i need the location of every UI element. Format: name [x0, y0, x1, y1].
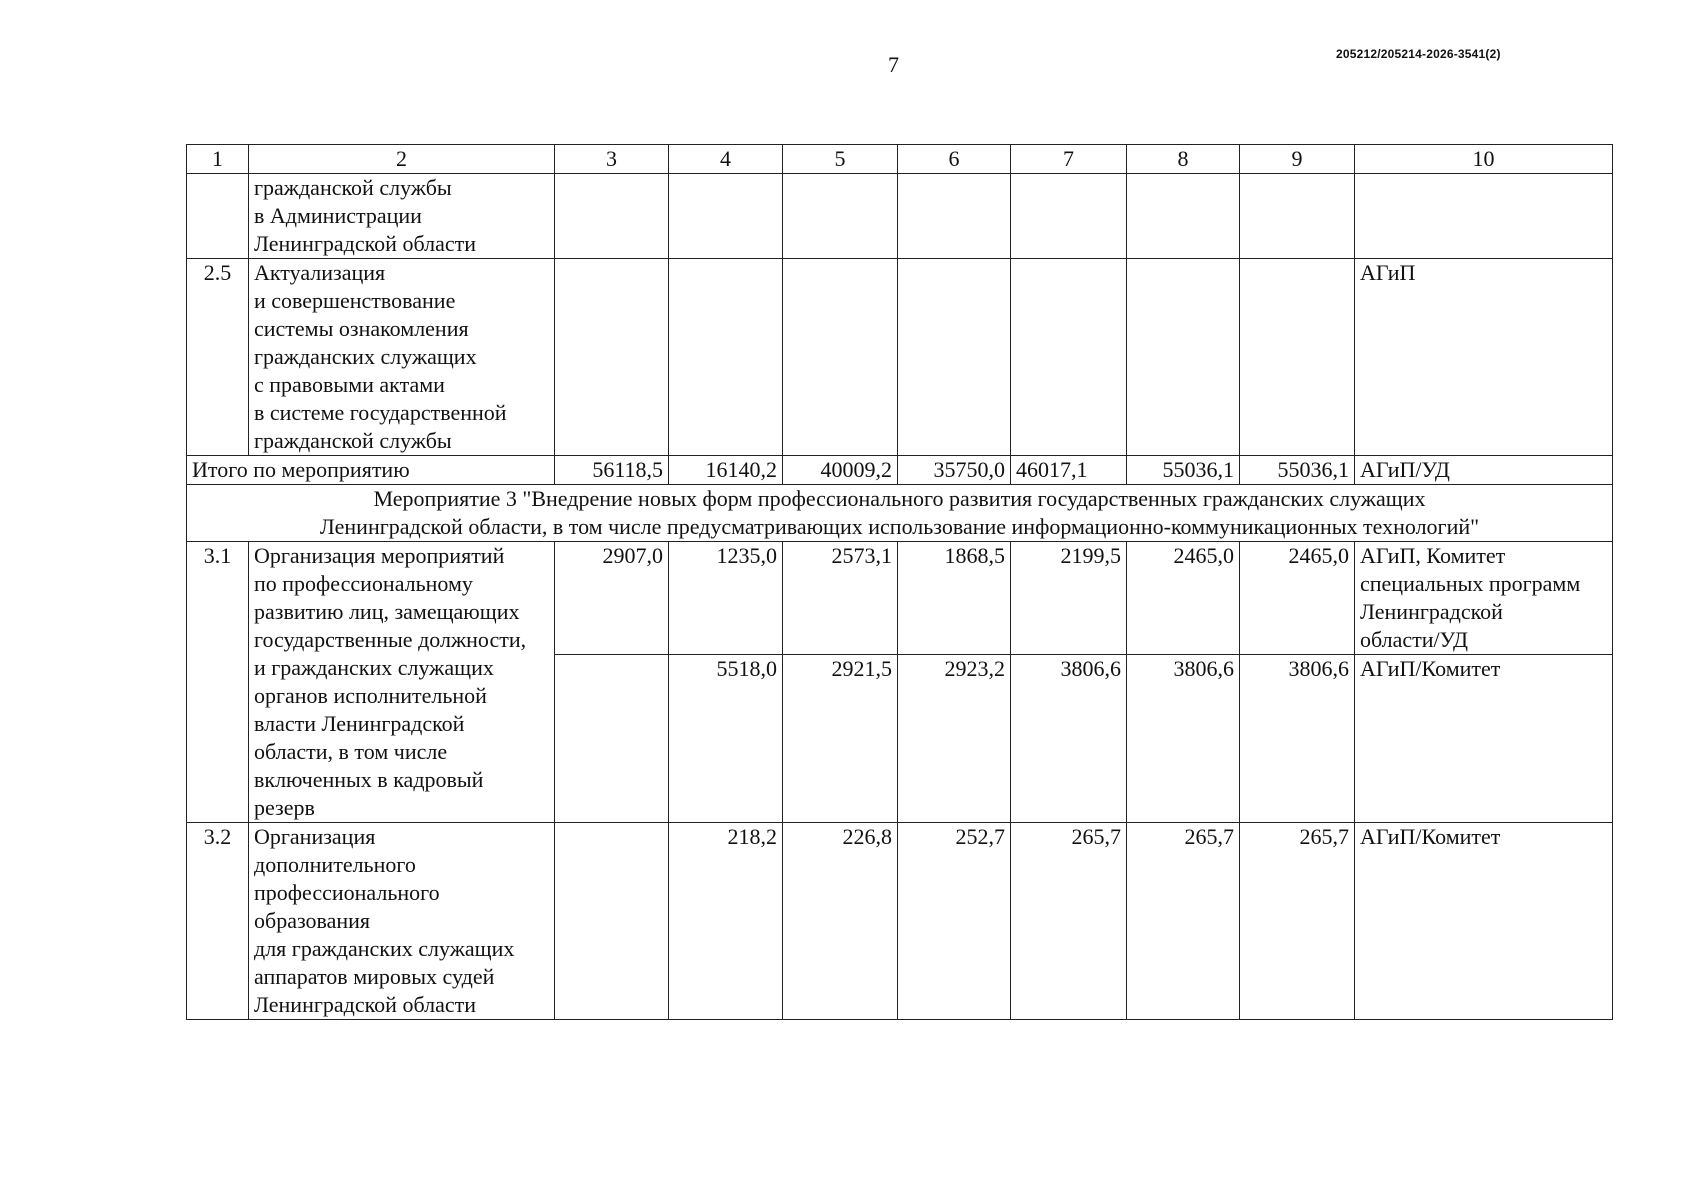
column-number-header-row [187, 145, 1613, 174]
value-cell [669, 174, 783, 259]
col-header: 6 [898, 145, 1011, 174]
activity-name-cell: Актуализация и совершенствование системы ознакомления гражданских служащих с правовыми актами в системе государственной гражданской службы [249, 259, 555, 456]
value-cell: 56118,5 [555, 456, 669, 485]
value-cell: 40009,2 [783, 456, 898, 485]
value-cell [898, 174, 1011, 259]
value-cell: 2465,0 [1240, 542, 1355, 655]
value-cell [555, 259, 669, 456]
table-row [187, 174, 1613, 259]
col-header: 4 [669, 145, 783, 174]
value-cell: 2921,5 [783, 655, 898, 823]
col-header: 2 [249, 145, 555, 174]
page-number: 7 [888, 52, 899, 77]
responsible-cell: АГиП, Комитет специальных программ Ленинградской области/УД [1355, 542, 1613, 655]
section-title: Мероприятие 3 "Внедрение новых форм профессионального развития государственных гражданских служащих Ленинградской области, в том числе предусматривающих использование информационно-коммуникационных технологий" [187, 485, 1613, 542]
value-cell: 252,7 [898, 823, 1011, 1020]
activities-table [186, 144, 1613, 1020]
value-cell: 5518,0 [669, 655, 783, 823]
table-row [187, 823, 1613, 1020]
value-cell: 35750,0 [898, 456, 1011, 485]
value-cell [555, 655, 669, 823]
value-cell: 1868,5 [898, 542, 1011, 655]
value-cell [1011, 259, 1127, 456]
table-row [187, 542, 1613, 655]
value-cell: 265,7 [1240, 823, 1355, 1020]
value-cell: 2573,1 [783, 542, 898, 655]
responsible-cell: АГиП/Комитет [1355, 655, 1613, 823]
row-number-cell: 2.5 [187, 259, 249, 456]
total-row [187, 456, 1613, 485]
value-cell: 226,8 [783, 823, 898, 1020]
value-cell [783, 259, 898, 456]
value-cell: 2199,5 [1011, 542, 1127, 655]
responsible-cell: АГиП/УД [1355, 456, 1613, 485]
section-heading-row [187, 485, 1613, 542]
value-cell: 3806,6 [1240, 655, 1355, 823]
row-number-cell [187, 174, 249, 259]
value-cell: 16140,2 [669, 456, 783, 485]
value-cell: 2465,0 [1127, 542, 1240, 655]
col-header: 7 [1011, 145, 1127, 174]
col-header: 3 [555, 145, 669, 174]
responsible-cell: АГиП [1355, 259, 1613, 456]
value-cell: 46017,1 [1011, 456, 1127, 485]
value-cell [783, 174, 898, 259]
value-cell [898, 259, 1011, 456]
col-header: 5 [783, 145, 898, 174]
value-cell [555, 174, 669, 259]
value-cell: 265,7 [1127, 823, 1240, 1020]
value-cell: 2907,0 [555, 542, 669, 655]
activity-name-cell: гражданской службы в Администрации Ленинградской области [249, 174, 555, 259]
total-label: Итого по мероприятию [187, 456, 555, 485]
col-header: 8 [1127, 145, 1240, 174]
activity-name-cell: Организация дополнительного профессионального образования для гражданских служащих аппаратов мировых судей Ленинградской области [249, 823, 555, 1020]
value-cell: 1235,0 [669, 542, 783, 655]
value-cell: 3806,6 [1011, 655, 1127, 823]
value-cell [669, 259, 783, 456]
row-number-cell: 3.1 [187, 542, 249, 823]
value-cell [1127, 174, 1240, 259]
value-cell: 3806,6 [1127, 655, 1240, 823]
table-row [187, 259, 1613, 456]
value-cell: 265,7 [1011, 823, 1127, 1020]
value-cell [1011, 174, 1127, 259]
col-header: 9 [1240, 145, 1355, 174]
value-cell: 55036,1 [1240, 456, 1355, 485]
value-cell [1240, 174, 1355, 259]
value-cell [1127, 259, 1240, 456]
responsible-cell [1355, 174, 1613, 259]
col-header: 1 [187, 145, 249, 174]
row-number-cell: 3.2 [187, 823, 249, 1020]
activity-name-cell: Организация мероприятий по профессиональному развитию лиц, замещающих государственные должности, и гражданских служащих органов исполнительной власти Ленинградской области, в том числе включенных в кадровый резерв [249, 542, 555, 823]
col-header: 10 [1355, 145, 1613, 174]
responsible-cell: АГиП/Комитет [1355, 823, 1613, 1020]
document-code: 205212/205214-2026-3541(2) [1336, 47, 1501, 61]
value-cell: 55036,1 [1127, 456, 1240, 485]
value-cell [1240, 259, 1355, 456]
value-cell: 218,2 [669, 823, 783, 1020]
value-cell [555, 823, 669, 1020]
value-cell: 2923,2 [898, 655, 1011, 823]
